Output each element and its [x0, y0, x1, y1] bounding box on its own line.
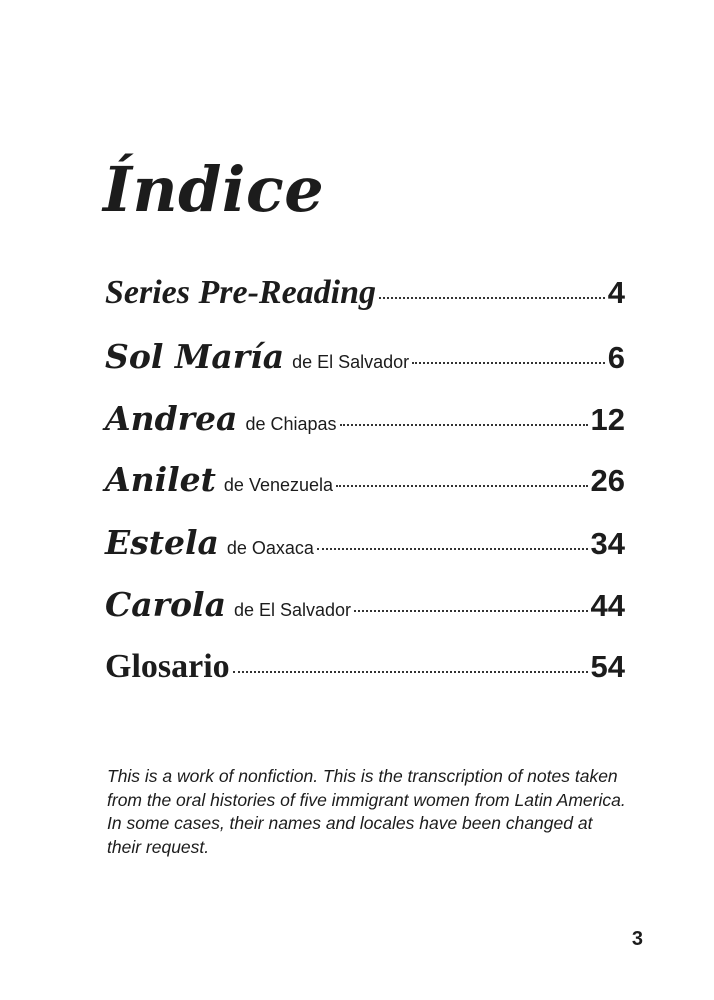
- page-title: Índice: [103, 153, 325, 226]
- toc-entry-title: Series Pre-Reading: [105, 274, 377, 311]
- toc-entry-sol-maria[interactable]: [105, 337, 625, 383]
- toc-entry-origin: de El Salvador: [292, 352, 410, 372]
- dot-leader: [412, 362, 605, 364]
- nonfiction-note: This is a work of nonfiction. This is the transcription of notes taken from the oral histories of five immigrant women from Latin America. In some cases, their names and locales have been changed at their request.: [107, 766, 626, 857]
- dot-leader: [354, 610, 587, 612]
- toc-entry-origin: de Venezuela: [223, 475, 334, 495]
- toc-entry-glosario[interactable]: [105, 648, 625, 694]
- dot-leader: [317, 548, 588, 550]
- toc-entry-title: Sol María: [105, 337, 285, 376]
- toc-entry-title: Estela: [105, 523, 219, 562]
- page-number: 3: [631, 928, 643, 950]
- toc-entry-anilet[interactable]: [105, 460, 625, 506]
- toc-entry-origin: de Oaxaca: [226, 538, 314, 558]
- toc-entry-origin: de El Salvador: [233, 600, 352, 620]
- toc-entry-title: Carola: [105, 585, 226, 624]
- toc-entry-title: Anilet: [105, 460, 216, 499]
- toc-entry-page: 12: [590, 402, 625, 437]
- toc-entry-page: 6: [607, 340, 625, 375]
- toc-entry-title: Glosario: [105, 648, 230, 685]
- toc-entry-title: Andrea: [105, 399, 238, 438]
- toc-entry-page: 4: [607, 275, 625, 310]
- toc-entry-page: 44: [590, 588, 625, 623]
- dot-leader: [336, 485, 587, 487]
- toc-entry-page: 34: [590, 526, 625, 561]
- toc-entry-page: 26: [590, 463, 625, 498]
- dot-leader: [340, 424, 588, 426]
- toc-entry-estela[interactable]: [105, 523, 625, 569]
- dot-leader: [233, 671, 588, 673]
- toc-entry-series-pre-reading[interactable]: [105, 274, 625, 320]
- toc-entry-origin: de Chiapas: [245, 414, 337, 434]
- dot-leader: [379, 297, 605, 299]
- toc-entry-page: 54: [590, 649, 625, 684]
- toc-entry-carola[interactable]: [105, 585, 625, 631]
- toc-entry-andrea[interactable]: [105, 399, 625, 445]
